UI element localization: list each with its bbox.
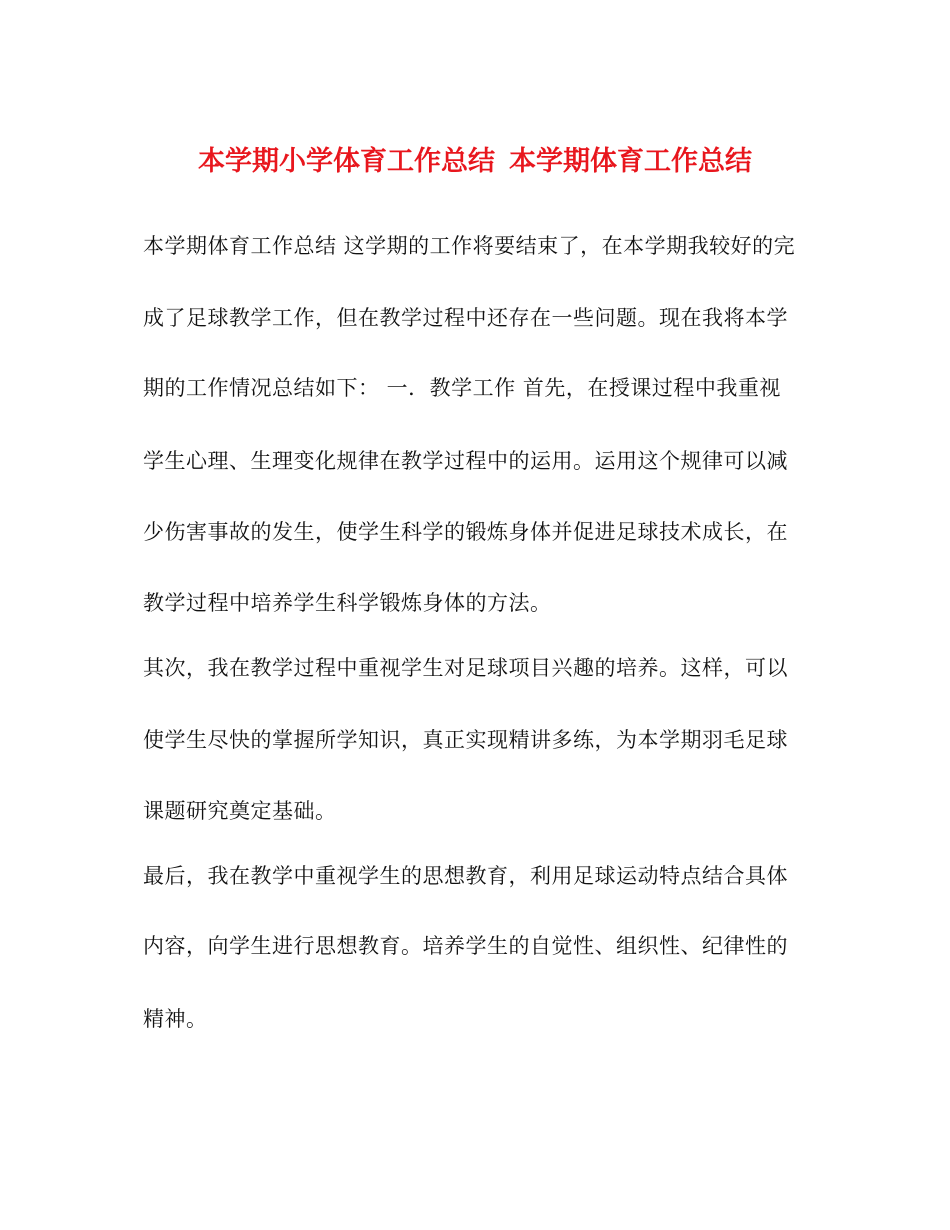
body-line-3: 期的工作情况总结如下： 一．教学工作 首先，在授课过程中我重视 [143, 376, 781, 400]
body-line-10: 最后，我在教学中重视学生的思想教育，利用足球运动特点结合具体 [143, 864, 788, 888]
title-sub: 本学期体育工作总结 [509, 146, 752, 177]
body-line-4: 学生心理、生理变化规律在教学过程中的运用。运用这个规律可以减 [143, 449, 788, 473]
body-line-2: 成了足球教学工作，但在教学过程中还存在一些问题。现在我将本学 [143, 306, 788, 330]
body-line-9: 课题研究奠定基础。 [143, 799, 337, 823]
body-line-12: 精神。 [143, 1007, 208, 1031]
body-line-11: 内容，向学生进行思想教育。培养学生的自觉性、组织性、纪律性的 [143, 934, 788, 958]
body-line-6: 教学过程中培养学生科学锻炼身体的方法。 [143, 591, 552, 615]
body-line-7: 其次，我在教学过程中重视学生对足球项目兴趣的培养。这样，可以 [143, 656, 788, 680]
document-title [0, 140, 950, 184]
body-line-1: 本学期体育工作总结 这学期的工作将要结束了，在本学期我较好的完 [143, 234, 796, 258]
body-line-5: 少伤害事故的发生，使学生科学的锻炼身体并促进足球技术成长，在 [143, 520, 788, 544]
title-main: 本学期小学体育工作总结 [198, 146, 495, 177]
body-line-8: 使学生尽快的掌握所学知识，真正实现精讲多练，为本学期羽毛足球 [143, 728, 788, 752]
